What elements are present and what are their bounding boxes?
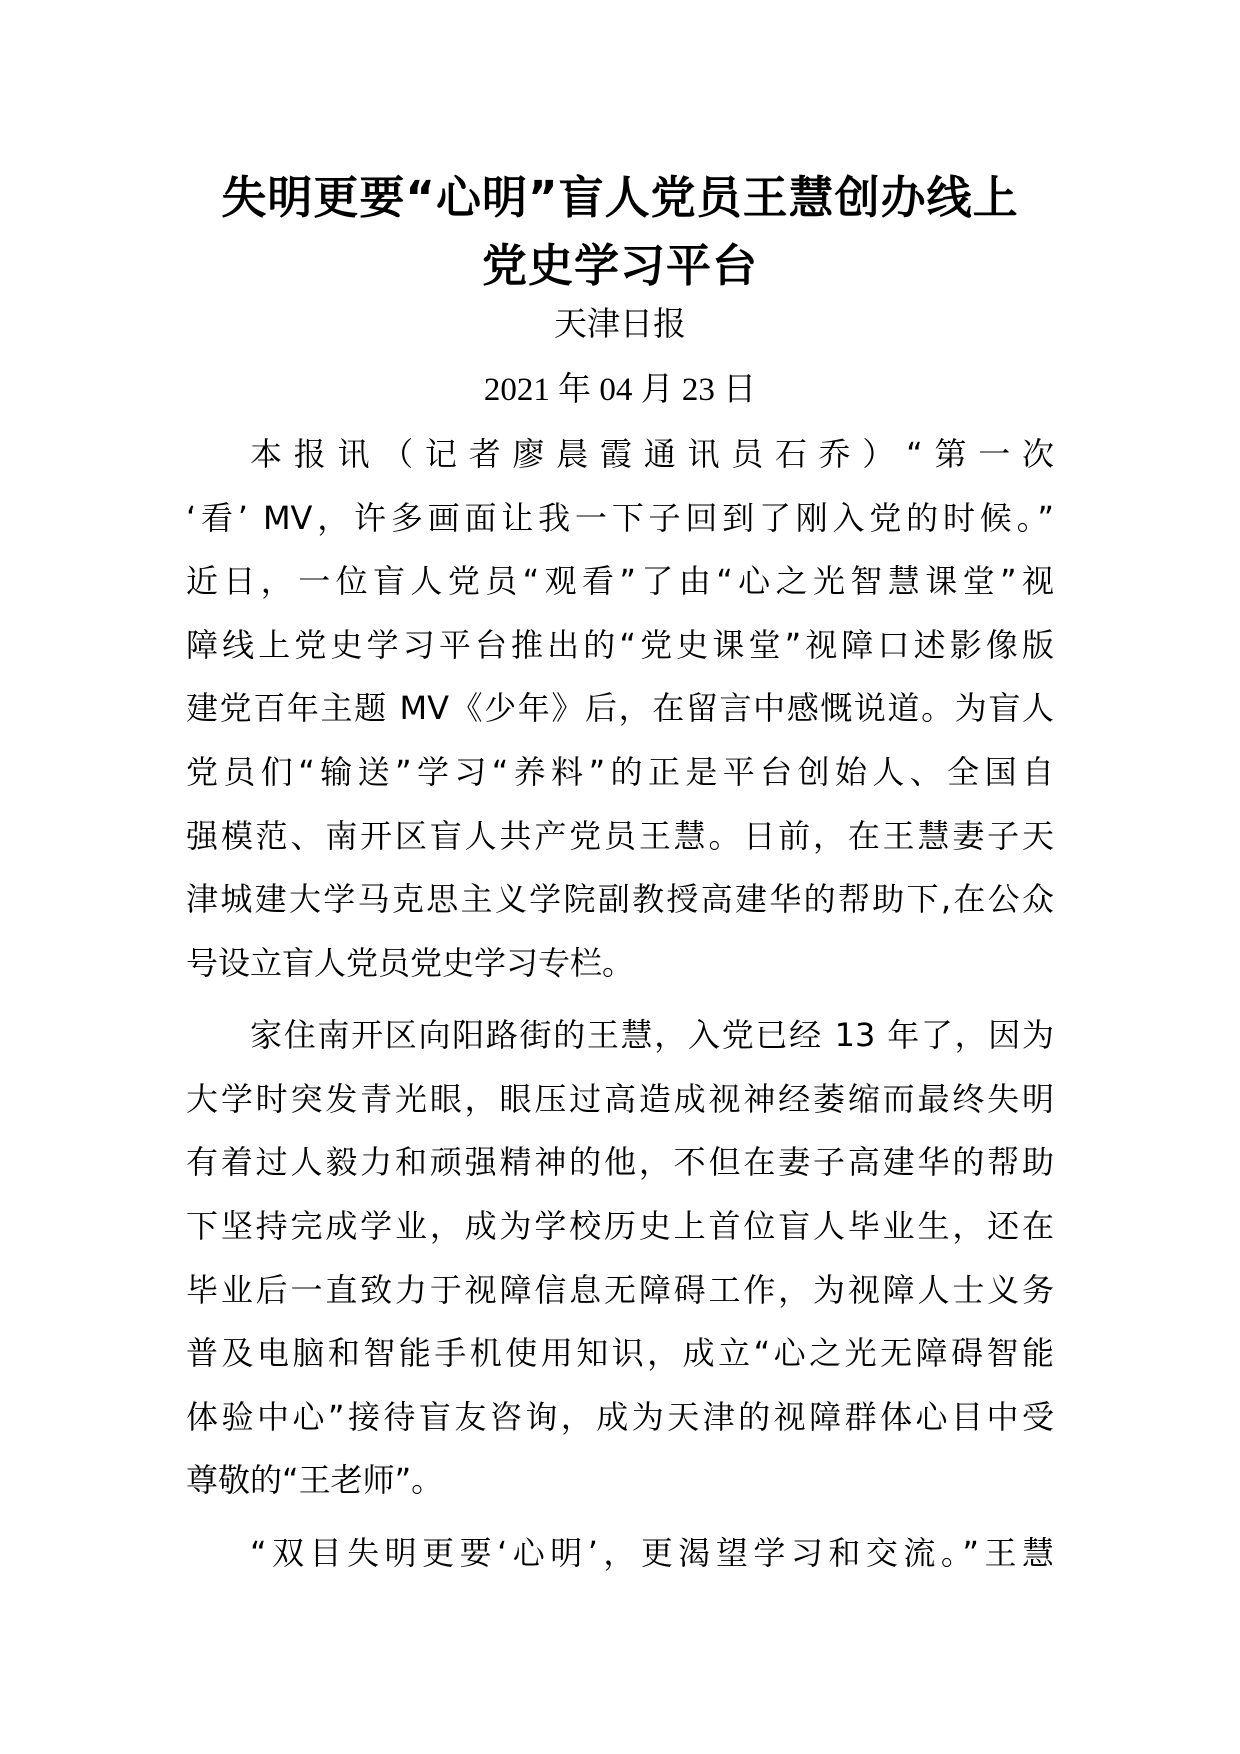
article-date: 2021 年 04 月 23 日 <box>483 372 757 408</box>
article-source: 天津日报 <box>554 304 686 343</box>
article-title-line-1: 失明更要“心明”盲人党员王慧创办线上 <box>221 171 1019 224</box>
paragraph-1-line-6: 党员们“输送”学习“养料”的正是平台创始人、全国自 <box>186 753 1054 791</box>
paragraph-2-line-5: 毕业后一直致力于视障信息无障碍工作，为视障人士义务 <box>186 1271 1054 1309</box>
paragraph-1-line-2: ‘看’ MV，许多画面让我一下子回到了刚入党的时候。” <box>186 499 1054 537</box>
paragraph-1-line-1: 本报讯（记者廖晨霞通讯员石乔）“第一次 <box>250 435 1054 473</box>
paragraph-2-line-7: 体验中心”接待盲友咨询，成为天津的视障群体心目中受 <box>186 1398 1054 1436</box>
paragraph-2-line-6: 普及电脑和智能手机使用知识，成立“心之光无障碍智能 <box>186 1334 1054 1372</box>
paragraph-1-line-3: 近日，一位盲人党员“观看”了由“心之光智慧课堂”视 <box>186 562 1054 600</box>
paragraph-2-line-4: 下坚持完成学业，成为学校历史上首位盲人毕业生，还在 <box>186 1207 1054 1245</box>
paragraph-3-line-1: “双目失明更要‘心明’，更渴望学习和交流。”王慧 <box>250 1534 1054 1572</box>
paragraph-1-line-5: 建党百年主题 MV《少年》后，在留言中感慨说道。为盲人 <box>186 689 1054 727</box>
paragraph-1-line-8: 津城建大学马克思主义学院副教授高建华的帮助下,在公众 <box>186 880 1054 918</box>
paragraph-1-line-9: 号设立盲人党员党史学习专栏。 <box>186 944 635 982</box>
paragraph-2-line-8: 尊敬的“王老师”。 <box>186 1461 444 1499</box>
paragraph-2-line-2: 大学时突发青光眼，眼压过高造成视神经萎缩而最终失明 <box>186 1080 1054 1118</box>
paragraph-1-line-4: 障线上党史学习平台推出的“党史课堂”视障口述影像版 <box>186 626 1054 664</box>
article-title-line-2: 党史学习平台 <box>481 239 758 292</box>
paragraph-2-line-1: 家住南开区向阳路街的王慧，入党已经 13 年了，因为 <box>250 1016 1054 1054</box>
paragraph-2-line-3: 有着过人毅力和顽强精神的他，不但在妻子高建华的帮助 <box>186 1143 1054 1181</box>
paragraph-1-line-7: 强模范、南开区盲人共产党员王慧。日前，在王慧妻子天 <box>186 817 1054 855</box>
